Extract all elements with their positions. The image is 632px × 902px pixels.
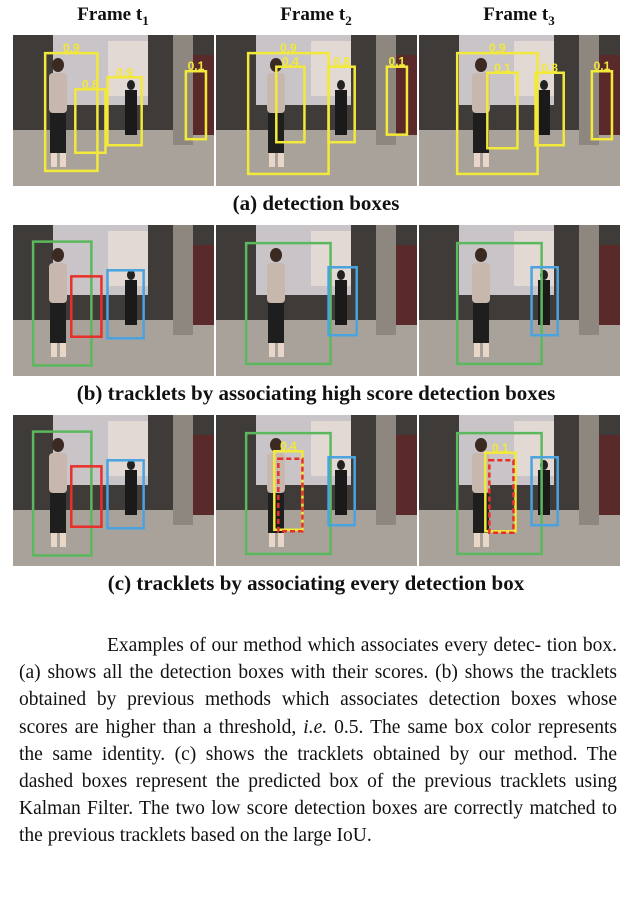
column-header-sub: 1 bbox=[142, 12, 149, 28]
box-score-label: 0.8 bbox=[82, 77, 99, 92]
figure-caption bbox=[19, 632, 617, 850]
box-score-label: 0.8 bbox=[541, 60, 558, 75]
column-header-sub: 2 bbox=[345, 12, 352, 28]
column-header-label: Frame t bbox=[483, 4, 549, 25]
box-score-label: 0.9 bbox=[489, 41, 506, 56]
box-score-label: 0.4 bbox=[280, 439, 297, 454]
frame-row1-t1 bbox=[13, 35, 214, 186]
frame-row3-t1 bbox=[13, 415, 214, 566]
box-score-label: 0.1 bbox=[492, 440, 509, 455]
scene-photo bbox=[419, 415, 620, 566]
box-score-label: 0.9 bbox=[280, 41, 297, 56]
box-score-label: 0.4 bbox=[282, 54, 299, 69]
row-caption-a: (a) detection boxes bbox=[232, 191, 400, 215]
column-header-label: Frame t bbox=[280, 4, 346, 25]
frame-row3-t3 bbox=[419, 415, 620, 566]
box-score-label: 0.1 bbox=[593, 59, 611, 74]
box-score-label: 0.1 bbox=[187, 59, 205, 74]
frame-row2-t3 bbox=[419, 225, 620, 376]
box-score-label: 0.1 bbox=[388, 54, 406, 69]
caption-body-2: 0.5. The same box color represents the same identity. (c) shows the tracklets obtained by our method. The dashed boxes represent the predicted box of the previous tracklets using Kalman Filter. The two low score detection boxes are correctly matched to the previous tracklets based on the large IoU. bbox=[19, 716, 617, 847]
caption-body: tion box. (a) shows all the detection boxes with their scores. (b) shows the tracklets obtained by previous methods which associates detection boxes whose scores are higher than a threshold, bbox=[19, 635, 618, 738]
scene-photo bbox=[13, 415, 214, 566]
column-header-2 bbox=[216, 4, 416, 29]
caption-ie: i.e. bbox=[303, 716, 328, 738]
frame-row1-t2 bbox=[216, 35, 417, 186]
frame-row1-t3 bbox=[419, 35, 620, 186]
box-score-label: 0.8 bbox=[333, 54, 350, 69]
scene-photo bbox=[13, 35, 214, 186]
box-score-label: 0.9 bbox=[116, 65, 133, 80]
scene-photo bbox=[419, 225, 620, 376]
scene-photo bbox=[419, 35, 620, 186]
frame-row3-t2 bbox=[216, 415, 417, 566]
box-score-label: 0.9 bbox=[62, 41, 80, 56]
caption-line-1: Examples of our method which associates every detec- bbox=[107, 635, 542, 656]
row-caption-c: (c) tracklets by associating every detection box bbox=[107, 571, 525, 595]
frame-row2-t1 bbox=[13, 225, 214, 376]
frame-row2-t2 bbox=[216, 225, 417, 376]
row-caption-b: (b) tracklets by associating high score detection boxes bbox=[76, 381, 556, 405]
column-header-3 bbox=[419, 4, 619, 29]
column-header-label: Frame t bbox=[77, 4, 143, 25]
column-header-sub: 3 bbox=[548, 12, 555, 28]
box-score-label: 0.1 bbox=[494, 60, 511, 75]
scene-photo bbox=[13, 225, 214, 376]
column-header-1 bbox=[13, 4, 213, 29]
